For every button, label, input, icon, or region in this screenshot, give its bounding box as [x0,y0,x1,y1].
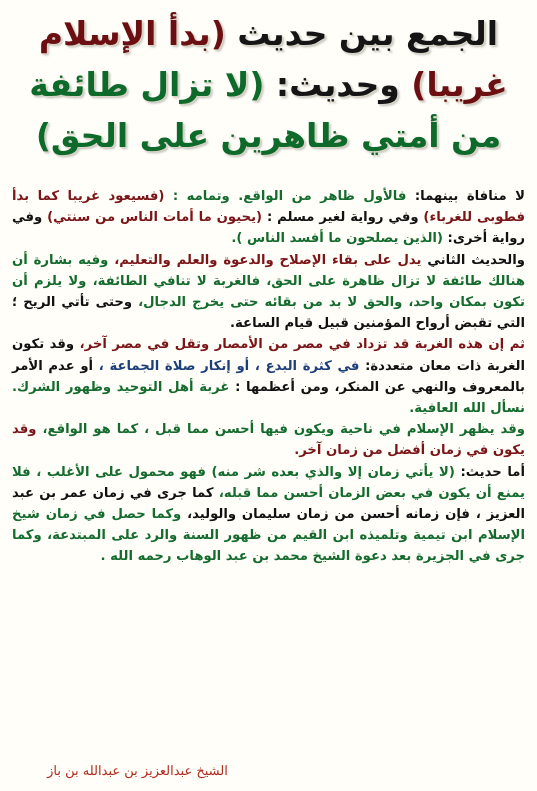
hadith-quote: (يحيون ما أمات الناس من سنتي) [47,210,263,226]
paragraph-5 [12,462,525,568]
page-title [14,8,523,161]
text-span: وقد تكون الغربة ذات معان متعددة: [12,337,526,374]
text-span: وفيه بشارة أن هنالك طائفة لا تزال ظاهرة على الحق، فالغربة لا تنافي الطائفة، ولا يلزم أن تكون بمكان واحد، والحق لا بد من بقائه حتى يخرج الدجال، [12,252,525,311]
title-hadith-2-end: من أمتي ظاهرين على الحق) [35,116,502,155]
text-span: في كثرة البدع ، أو إنكار صلاة الجماعة ، [98,358,360,374]
text-span: وفي رواية لغير مسلم : [262,210,424,226]
text-span: وحتى تأتي الريح ؛ التي تقبض أرواح المؤمنين قبيل قيام الساعة. [12,295,525,332]
text-span: والحديث الثاني [421,252,525,268]
title-hadith-1: (بدأ الإسلام [38,14,238,53]
text-span: أو عدم الأمر بالمعروف والنهي عن المنكر، ومن أعظمها : [12,358,526,395]
text-span: يدل على بقاء الإصلاح والدعوة والعلم والتعليم، [114,252,422,268]
text-span: وكما حصل في زمان شيخ الإسلام ابن تيمية وتلميذه ابن القيم من ظهور السنة والرد على المبتدعة، وكما جرى في الجزيرة بعد دعوة الشيخ محمد بن عبد الوهاب رحمه الله . [12,507,525,565]
text-span: ثم إن هذه الغربة قد تزداد في مصر من الأمصار وتقل في مصر آخر، [79,337,525,353]
text-span: لا منافاة بينهما: [406,189,525,204]
text-span: وفي رواية أخرى: [12,210,525,247]
text-span: غربة أهل التوحيد وظهور الشرك. نسأل الله العافية. [12,379,525,417]
title-hadith-1-end: غريبا) [411,65,508,104]
title-connector: وحديث: [264,65,412,104]
article-body [12,186,525,568]
text-span: فالأول ظاهر من الواقع. وتمامه : [164,189,407,204]
paragraph-3 [12,334,525,419]
title-text: الجمع بين حديث [237,14,499,53]
hadith-quote: (الذين يصلحون ما أفسد الناس ). [231,231,443,247]
paragraph-2 [12,250,525,335]
text-span: وقد يكون في زمان أفضل من زمان آخر. [12,422,525,459]
title-line-1 [14,8,523,59]
paragraph-1 [12,186,525,250]
hadith-quote: (لا يأتي زمان إلا والذي بعده شر منه) فهو محمول على الأغلب ، فلا يمنع أن يكون في بعض الزمان أحسن مما قبله، [12,464,525,501]
paragraph-4 [12,419,525,461]
text-span: وقد يظهر الإسلام في ناحية ويكون فيها أحسن مما قبل ، كما هو الواقع، [42,422,525,438]
hadith-quote: (فسيعود غريبا كما بدأ فطوبى للغرباء) [12,189,526,226]
title-line-2 [14,59,523,110]
text-span: أما حديث: [454,464,525,480]
title-line-3 [14,110,523,161]
title-hadith-2: (لا تزال طائفة [29,65,265,104]
text-span: كما جرى في زمان عمر بن عبد العزيز ، فإن زمانه أحسن من زمان سليمان والوليد، [12,485,525,523]
author-signature: الشيخ عبدالعزيز بن عبدالله بن باز [47,764,228,779]
